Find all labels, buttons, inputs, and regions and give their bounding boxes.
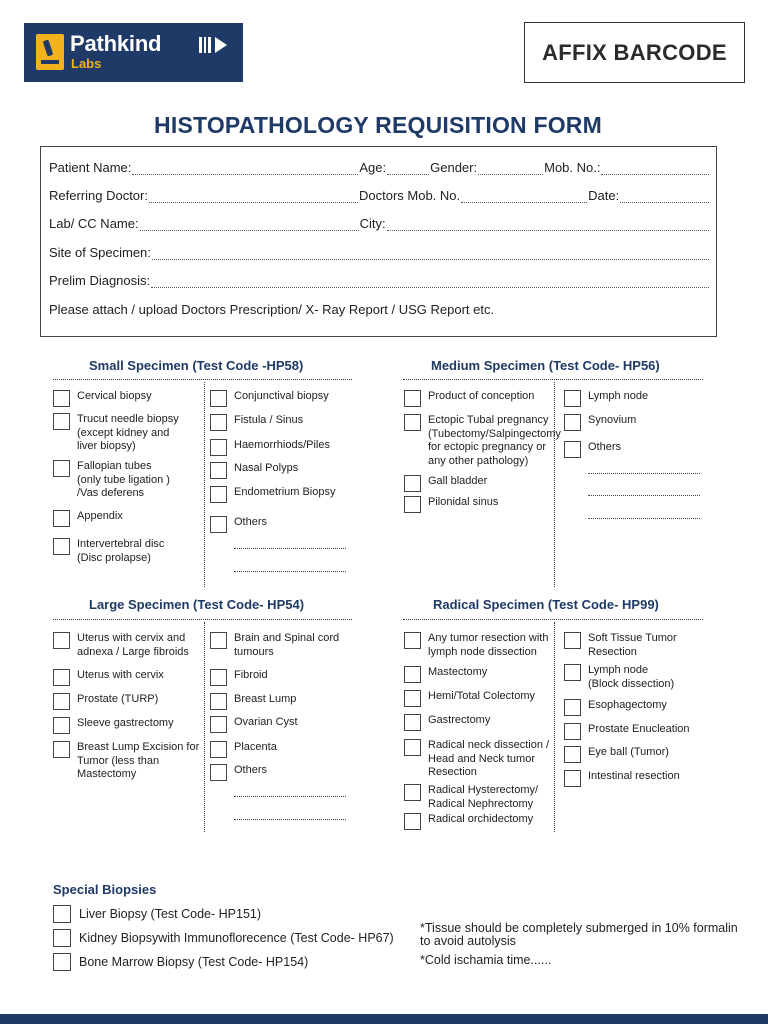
others-fill-line[interactable] <box>234 548 346 549</box>
specimen-option[interactable]: Trucut needle biopsy (except kidney and liver biopsy) <box>53 413 179 454</box>
checkbox[interactable] <box>53 538 70 555</box>
specimen-option[interactable]: Ectopic Tubal pregnancy (Tubectomy/Salpingectomy for ectopic pregnancy or any other pathology) <box>404 414 561 468</box>
specimen-option[interactable]: Fibroid <box>210 669 268 686</box>
checkbox[interactable] <box>53 632 70 649</box>
checkbox[interactable] <box>210 390 227 407</box>
mob-no-label: Mob. No.: <box>544 160 601 175</box>
special-biopsy-option[interactable]: Liver Biopsy (Test Code- HP151) <box>53 905 261 923</box>
specimen-option[interactable]: Fallopian tubes (only tube ligation ) /Vas deferens <box>53 460 170 501</box>
specimen-option[interactable]: Placenta <box>210 741 277 758</box>
checkbox[interactable] <box>564 632 581 649</box>
checkbox[interactable] <box>404 414 421 431</box>
specimen-option[interactable]: Others <box>210 516 267 533</box>
specimen-option[interactable]: Conjunctival biopsy <box>210 390 329 407</box>
patient-row-5 <box>49 273 710 288</box>
checkbox[interactable] <box>404 475 421 492</box>
checkbox[interactable] <box>564 770 581 787</box>
doctors-mob-no-label: Doctors Mob. No. <box>358 188 461 203</box>
checkbox[interactable] <box>210 516 227 533</box>
checkbox[interactable] <box>404 390 421 407</box>
others-fill-line[interactable] <box>588 495 700 496</box>
patient-row-1 <box>49 160 710 175</box>
small-section-rule <box>53 379 352 380</box>
affix-barcode-box <box>524 22 745 83</box>
checkbox[interactable] <box>564 699 581 716</box>
specimen-option[interactable]: Intestinal resection <box>564 770 680 787</box>
affix-barcode-label: AFFIX BARCODE <box>542 39 727 65</box>
checkbox[interactable] <box>53 510 70 527</box>
checkbox[interactable] <box>53 693 70 710</box>
city-field[interactable] <box>387 219 709 231</box>
specimen-option[interactable]: Prostate (TURP) <box>53 693 158 710</box>
specimen-option[interactable]: Endometrium Biopsy <box>210 486 336 503</box>
form-title: HISTOPATHOLOGY REQUISITION FORM <box>154 112 602 138</box>
checkbox[interactable] <box>53 953 71 971</box>
logo-sub: Labs <box>71 56 102 71</box>
checkbox[interactable] <box>564 723 581 740</box>
referring-doctor-field[interactable] <box>149 191 358 203</box>
gender-label: Gender: <box>430 160 478 175</box>
checkbox[interactable] <box>404 784 421 801</box>
checkbox[interactable] <box>210 439 227 456</box>
logo-name: Pathkind <box>70 31 162 56</box>
checkbox[interactable] <box>564 414 581 431</box>
special-biopsy-option[interactable]: Kidney Biopsywith Immunoflorecence (Test Code- HP67) <box>53 929 394 947</box>
patient-details-box <box>40 146 717 337</box>
specimen-option[interactable]: Radical Hysterectomy/ Radical Nephrectomy <box>404 784 538 811</box>
radical-column-divider <box>554 622 555 832</box>
patient-row-3 <box>49 216 710 231</box>
radical-section-rule <box>403 619 703 620</box>
checkbox[interactable] <box>404 632 421 649</box>
age-label: Age: <box>359 160 387 175</box>
specimen-option[interactable]: Brain and Spinal cord tumours <box>210 632 339 659</box>
checkbox[interactable] <box>53 905 71 923</box>
large-section-rule <box>53 619 352 620</box>
specimen-option[interactable]: Lymph node <box>564 390 648 407</box>
specimen-option[interactable]: Eye ball (Tumor) <box>564 746 669 763</box>
checkbox[interactable] <box>404 714 421 731</box>
specimen-option[interactable]: Appendix <box>53 510 123 527</box>
special-biopsies-title: Special Biopsies <box>53 882 157 897</box>
doctors-mob-no-field[interactable] <box>461 191 587 203</box>
medium-section-rule <box>403 379 703 380</box>
footer-bar <box>0 1014 768 1024</box>
checkbox[interactable] <box>564 441 581 458</box>
medium-column-divider <box>554 382 555 587</box>
specimen-option[interactable]: Nasal Polyps <box>210 462 298 479</box>
others-fill-line[interactable] <box>234 819 346 820</box>
attach-note: Please attach / upload Doctors Prescription/ X- Ray Report / USG Report etc. <box>49 302 495 317</box>
checkbox[interactable] <box>210 632 227 649</box>
others-fill-line[interactable] <box>234 796 346 797</box>
large-column-divider <box>204 622 205 832</box>
checkbox[interactable] <box>53 413 70 430</box>
medium-specimen-title: Medium Specimen (Test Code- HP56) <box>431 358 660 373</box>
checkbox[interactable] <box>53 669 70 686</box>
specimen-option[interactable]: Haemorrhiods/Piles <box>210 439 330 456</box>
checkbox[interactable] <box>53 390 70 407</box>
others-fill-line[interactable] <box>588 518 700 519</box>
specimen-option[interactable]: Fistula / Sinus <box>210 414 303 431</box>
specimen-option[interactable]: Uterus with cervix <box>53 669 164 686</box>
lab-cc-name-field[interactable] <box>140 219 359 231</box>
specimen-option[interactable]: Uterus with cervix and adnexa / Large fibroids <box>53 632 189 659</box>
checkbox[interactable] <box>404 813 421 830</box>
lab-cc-name-label: Lab/ CC Name: <box>49 216 139 231</box>
prelim-diagnosis-field[interactable] <box>151 276 709 288</box>
checkbox[interactable] <box>210 693 227 710</box>
specimen-option[interactable]: Any tumor resection with lymph node dissection <box>404 632 548 659</box>
specimen-option[interactable]: Intervertebral disc (Disc prolapse) <box>53 538 164 565</box>
referring-doctor-label: Referring Doctor: <box>49 188 148 203</box>
specimen-option[interactable]: Radical orchidectomy <box>404 813 533 830</box>
small-specimen-title: Small Specimen (Test Code -HP58) <box>89 358 304 373</box>
checkbox[interactable] <box>53 929 71 947</box>
special-biopsy-option[interactable]: Bone Marrow Biopsy (Test Code- HP154) <box>53 953 308 971</box>
others-fill-line[interactable] <box>588 473 700 474</box>
specimen-option[interactable]: Soft Tissue Tumor Resection <box>564 632 677 659</box>
checkbox[interactable] <box>564 746 581 763</box>
gender-field[interactable] <box>478 163 543 175</box>
site-of-specimen-label: Site of Specimen: <box>49 245 151 260</box>
mob-no-field[interactable] <box>601 163 709 175</box>
specimen-option[interactable]: Gall bladder <box>404 475 487 492</box>
pathkind-logo <box>24 23 243 82</box>
checkbox[interactable] <box>404 690 421 707</box>
patient-row-6 <box>49 302 710 317</box>
checkbox[interactable] <box>210 414 227 431</box>
specimen-option[interactable]: Radical neck dissection / Head and Neck tumor Resection <box>404 739 549 780</box>
others-fill-line[interactable] <box>234 571 346 572</box>
large-specimen-title: Large Specimen (Test Code- HP54) <box>89 597 305 612</box>
patient-name-field[interactable] <box>132 163 358 175</box>
specimen-option[interactable]: Esophagectomy <box>564 699 667 716</box>
small-column-divider <box>204 382 205 587</box>
specimen-option[interactable]: Prostate Enucleation <box>564 723 690 740</box>
formalin-note: *Tissue should be completely submerged in 10% formalin to avoid autolysis <box>420 921 738 948</box>
specimen-option[interactable]: Sleeve gastrectomy <box>53 717 174 734</box>
specimen-option[interactable]: Pilonidal sinus <box>404 496 498 513</box>
patient-row-4 <box>49 245 710 260</box>
specimen-option[interactable]: Gastrectomy <box>404 714 490 731</box>
site-of-specimen-field[interactable] <box>152 248 709 260</box>
checkbox[interactable] <box>210 764 227 781</box>
prelim-diagnosis-label: Prelim Diagnosis: <box>49 273 151 288</box>
checkbox[interactable] <box>210 669 227 686</box>
logo-arrow-icon <box>199 37 227 53</box>
specimen-option[interactable]: Others <box>564 441 621 458</box>
radical-specimen-title: Radical Specimen (Test Code- HP99) <box>433 597 659 612</box>
checkbox[interactable] <box>210 486 227 503</box>
checkbox[interactable] <box>53 460 70 477</box>
specimen-option[interactable]: Cervical biopsy <box>53 390 152 407</box>
city-label: City: <box>359 216 386 231</box>
patient-row-2 <box>49 188 710 203</box>
microscope-icon <box>36 34 64 70</box>
patient-name-label: Patient Name: <box>49 160 132 175</box>
specimen-option[interactable]: Breast Lump <box>210 693 296 710</box>
checkbox[interactable] <box>210 462 227 479</box>
specimen-option[interactable]: Breast Lump Excision for Tumor (less than Mastectomy <box>53 741 199 782</box>
checkbox[interactable] <box>564 390 581 407</box>
checkbox[interactable] <box>210 741 227 758</box>
checkbox[interactable] <box>53 717 70 734</box>
specimen-option[interactable]: Synovium <box>564 414 636 431</box>
checkbox[interactable] <box>564 664 581 681</box>
specimen-option[interactable]: Ovarian Cyst <box>210 716 298 733</box>
checkbox[interactable] <box>404 666 421 683</box>
checkbox[interactable] <box>404 496 421 513</box>
checkbox[interactable] <box>404 739 421 756</box>
specimen-option[interactable]: Product of conception <box>404 390 534 407</box>
specimen-option[interactable]: Lymph node (Block dissection) <box>564 664 674 691</box>
date-field[interactable] <box>620 191 709 203</box>
specimen-option[interactable]: Others <box>210 764 267 781</box>
cold-ischemia-note: *Cold ischamia time...... <box>420 953 552 967</box>
checkbox[interactable] <box>210 716 227 733</box>
specimen-option[interactable]: Mastectomy <box>404 666 487 683</box>
checkbox[interactable] <box>53 741 70 758</box>
specimen-option[interactable]: Hemi/Total Colectomy <box>404 690 535 707</box>
age-field[interactable] <box>387 163 429 175</box>
date-label: Date: <box>588 188 620 203</box>
